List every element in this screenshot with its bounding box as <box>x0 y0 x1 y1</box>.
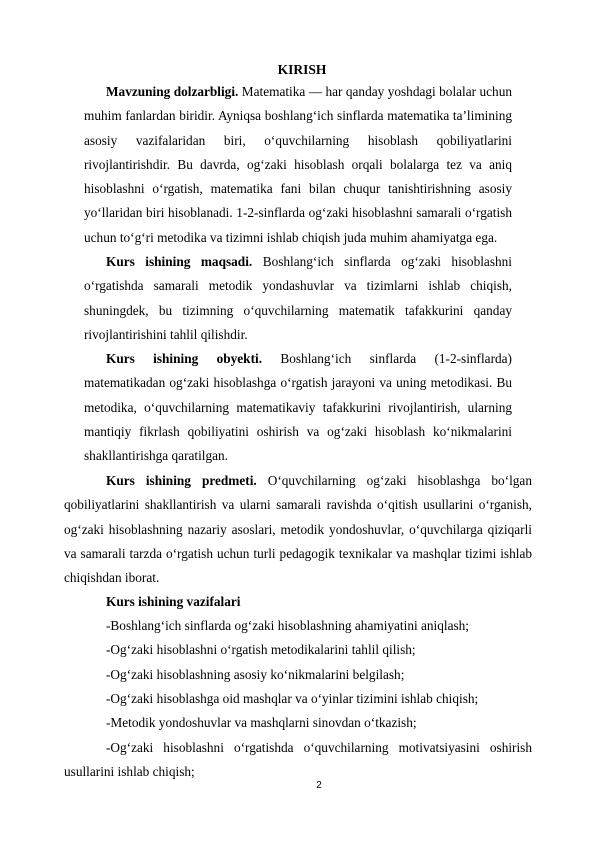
paragraph-heading: Kurs ishining maqsadi. <box>106 254 253 269</box>
paragraph-goal <box>84 250 512 347</box>
paragraph-object <box>84 347 512 468</box>
paragraph-subject <box>64 469 532 590</box>
list-item: -Og‘zaki hisoblashning asosiy ko‘nikmalarini belgilash; <box>106 667 405 682</box>
paragraph-text: Boshlang‘ich sinflarda (1-2-sinflarda) matematikadan og‘zaki hisoblashga o‘rgatish jarayoni va uning metodikasi. Bu metodika, o‘quvchilarning matematikaviy tafakkurini rivojlantirish, ularning mantiqiy fikrlash qobiliyatini oshirish va og‘zaki hisoblash ko‘nikmalarini shakllantirishga qaratilgan. <box>84 351 512 464</box>
paragraph-text: O‘quvchilarning og‘zaki hisoblashga bo‘lgan qobiliyatlarini shakllantirish va ularni samarali ravishda o‘qitish usullarini o‘rganish, og‘zaki hisoblashning nazariy asoslari, metodik yondoshuvlar, o‘quvchilarga qiziqarli va samarali tarzda o‘rgatish uchun turli pedagogik texnikalar va mashqlar tizimi ishlab chiqishdan iborat. <box>64 473 532 586</box>
paragraph-heading: Kurs ishining predmeti. <box>106 473 257 488</box>
page-number: 2 <box>316 780 322 791</box>
paragraph-text: Matematika — har qanday yoshdagi bolalar uchun muhim fanlardan biridir. Ayniqsa boshlang‘ich sinflarda matematika ta’limining asosiy vazifalaridan biri, o‘quvchilarning hisoblash qobiliyatlarini rivojlantirishdir. Bu davrda, og‘zaki hisoblash orqali bolalarga tez va aniq hisoblashni o‘rgatish, matematika fani bilan chuqur tanishtirishning asosiy yo‘llaridan biri hisoblanadi. 1-2-sinflarda og‘zaki hisoblashni samarali o‘rgatish uchun to‘g‘ri metodika va tizimni ishlab chiqish juda muhim ahamiyatga ega. <box>84 84 512 245</box>
paragraph-text: Boshlang‘ich sinflarda og‘zaki hisoblashni o‘rgatishda samarali metodik yondashuvlar va tizimlarni ishlab chiqish, shuningdek, bu tizimning o‘quvchilarning matematik tafakkurini qanday rivojlantirishini tahlil qilishdir. <box>84 254 512 342</box>
list-item: -Boshlang‘ich sinflarda og‘zaki hisoblashning ahamiyatini aniqlash; <box>106 618 469 633</box>
paragraph-heading: Kurs ishining obyekti. <box>106 351 263 366</box>
list-item: -Metodik yondoshuvlar va mashqlarni sinovdan o‘tkazish; <box>106 715 417 730</box>
list-item: -Og‘zaki hisoblashni o‘rgatish metodikalarini tahlil qilish; <box>106 642 416 657</box>
tasks-heading: Kurs ishining vazifalari <box>106 594 241 609</box>
paragraph-relevance <box>84 80 512 250</box>
list-item-last: -Og‘zaki hisoblashni o‘rgatishda o‘quvchilarning motivatsiyasini oshirish usullarini ishlab chiqish; <box>64 740 532 780</box>
section-title: KIRISH <box>277 62 327 77</box>
paragraph-heading: Mavzuning dolzarbligi. <box>106 84 239 99</box>
list-item: -Og‘zaki hisoblashga oid mashqlar va o‘yinlar tizimini ishlab chiqish; <box>106 691 479 706</box>
